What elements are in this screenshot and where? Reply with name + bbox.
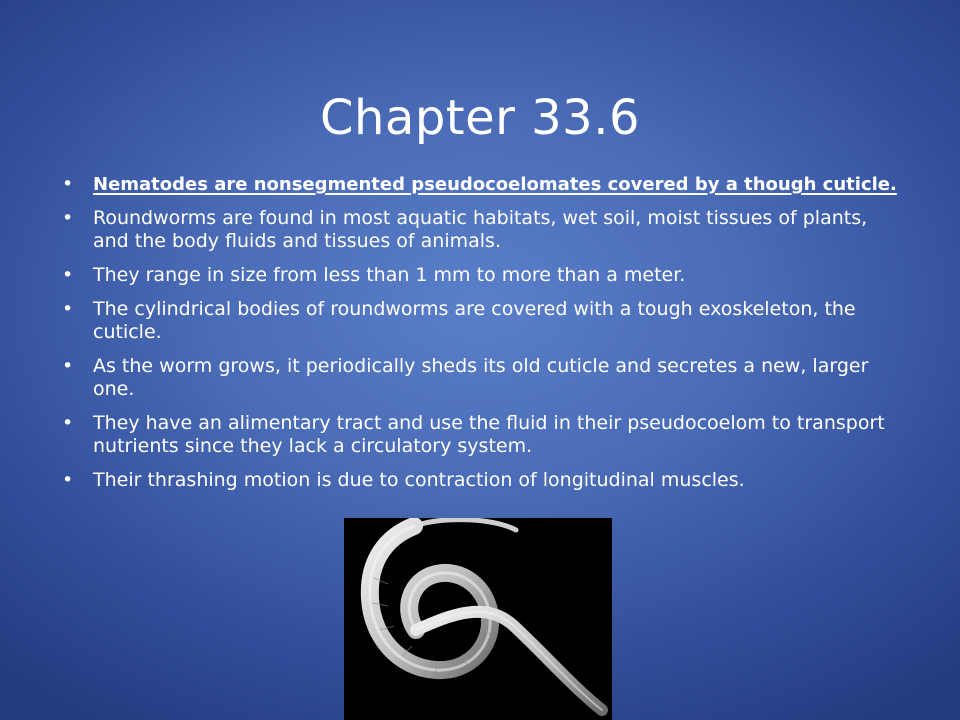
bullet-item [62,469,902,492]
bullet-text: The cylindrical bodies of roundworms are covered with a tough exoskeleton, the cuticle. [93,298,856,343]
bullet-marker: • [62,173,74,195]
bullet-marker: • [62,298,74,320]
bullet-text: As the worm grows, it periodically sheds its old cuticle and secretes a new, larger one. [93,355,869,400]
bullet-item [62,173,902,196]
bullet-item [62,264,902,287]
bullet-marker: • [62,264,74,286]
bullet-item [62,298,902,344]
bullet-text: They range in size from less than 1 mm to more than a meter. [93,264,686,286]
bullet-text: Nematodes are nonsegmented pseudocoelomates covered by a though cuticle. [93,174,897,195]
bullet-text: Their thrashing motion is due to contraction of longitudinal muscles. [93,469,745,491]
bullet-text: Roundworms are found in most aquatic habitats, wet soil, moist tissues of plants, and the body fluids and tissues of animals. [93,207,868,252]
nematode-illustration [344,518,612,720]
bullet-marker: • [62,207,74,229]
slide-title: Chapter 33.6 [319,90,641,147]
bullet-marker: • [62,469,74,491]
bullet-item [62,412,902,458]
bullet-marker: • [62,412,74,434]
nematode-photo [344,518,612,720]
bullet-text: They have an alimentary tract and use the fluid in their pseudocoelom to transport nutrients since they lack a circulatory system. [93,412,885,457]
bullet-list [62,173,902,503]
bullet-item [62,207,902,253]
bullet-item [62,355,902,401]
bullet-marker: • [62,355,74,377]
